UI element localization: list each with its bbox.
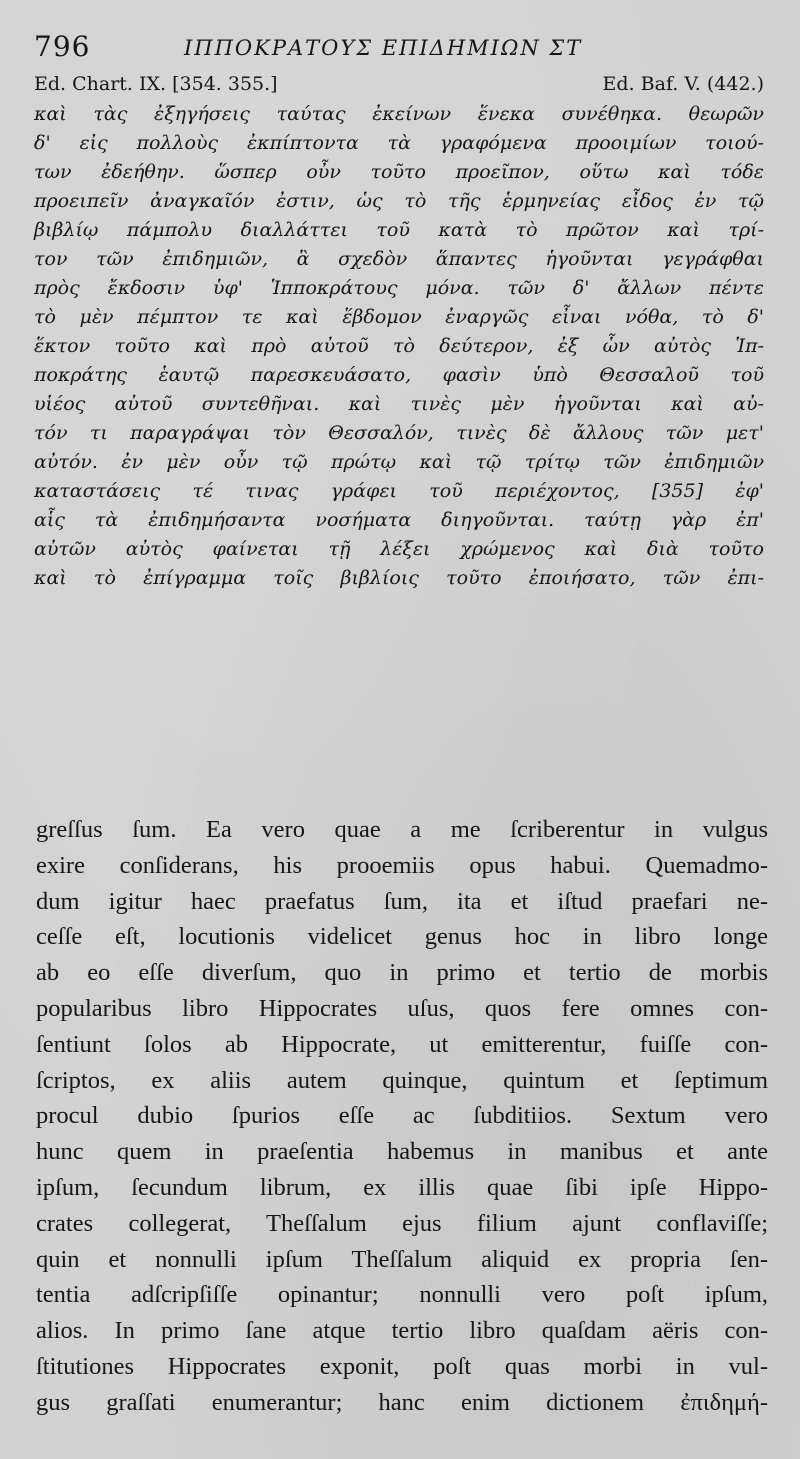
greek-text-line: βιβλίῳ πάμπολυ διαλλάττει τοῦ κατὰ τὸ πρῶτον καὶ τρί-	[34, 219, 764, 241]
edition-basel-reference: Ed. Baf. V. (442.)	[602, 73, 764, 95]
page-header	[34, 26, 774, 70]
greek-text-line: καταστάσεις τέ τινας γράφει τοῦ περιέχοντος, [355] ἐφ'	[34, 480, 764, 502]
latin-text-line: dum igitur haec praefatus ſum, ita et iſtud praefari ne-	[36, 887, 768, 915]
latin-text-line: quin et nonnulli ipſum Theſſalum aliquid ex propria ſen-	[36, 1245, 768, 1273]
latin-text-line: popularibus libro Hippocrates uſus, quos fere omnes con-	[36, 994, 768, 1022]
greek-text-line: καὶ τὰς ἐξηγήσεις ταύτας ἐκείνων ἕνεκα συνέθηκα. θεωρῶν	[34, 103, 764, 125]
latin-text-line: hunc quem in praeſentia habemus in manibus et ante	[36, 1138, 768, 1166]
greek-text-line: αὐτόν. ἐν μὲν οὖν τῷ πρώτῳ καὶ τῷ τρίτῳ τῶν ἐπιδημιῶν	[34, 451, 764, 473]
latin-text-line: greſſus ſum. Ea vero quae a me ſcriberentur in vulgus	[36, 816, 768, 843]
latin-text-line: procul dubio ſpurios eſſe ac ſubditiios. Sextum vero	[36, 1102, 768, 1130]
latin-text-line: ab eo eſſe diverſum, quo in primo et tertio de morbis	[36, 959, 768, 987]
greek-text-line: αὐτῶν αὐτὸς φαίνεται τῇ λέξει χρώμενος καὶ διὰ τοῦτο	[34, 538, 764, 560]
greek-text-line: προειπεῖν ἀναγκαῖόν ἐστιν, ὡς τὸ τῆς ἑρμηνείας εἶδος ἐν τῷ	[34, 190, 764, 212]
greek-text-line: τόν τι παραγράψαι τὸν Θεσσαλόν, τινὲς δὲ ἄλλους τῶν μετ'	[34, 422, 764, 444]
greek-text-line: υἱέος αὐτοῦ συντεθῆναι. καὶ τινὲς μὲν ἡγοῦνται καὶ αὐ-	[34, 393, 764, 415]
greek-text-line: ποκράτης ἑαυτῷ παρεσκευάσατο, φασὶν ὑπὸ Θεσσαλοῦ τοῦ	[34, 364, 764, 386]
running-title: ΙΠΠΟΚΡΑΤΟΥΣ ΕΠΙΔΗΜΙΩΝ ΣΤ	[184, 36, 583, 60]
latin-text-line: exire conſiderans, his prooemiis opus habui. Quemadmo-	[36, 851, 768, 879]
latin-text-line: gus graſſati enumerantur; hanc enim dictionem ἐπιδημή-	[36, 1388, 768, 1416]
greek-text-line: δ' εἰς πολλοὺς ἐκπίπτοντα τὰ γραφόμενα προοιμίων τοιού-	[34, 132, 764, 154]
greek-text-line: αἷς τὰ ἐπιδημήσαντα νοσήματα διηγοῦνται. ταύτῃ γὰρ ἐπ'	[34, 509, 764, 531]
latin-text-block	[36, 812, 768, 1421]
latin-text-line: ſcriptos, ex aliis autem quinque, quintum et ſeptimum	[36, 1066, 768, 1094]
greek-text-line: τον τῶν ἐπιδημιῶν, ἃ σχεδὸν ἅπαντες ἡγοῦνται γεγράφθαι	[34, 248, 764, 270]
latin-text-line: alios. In primo ſane atque tertio libro quaſdam aëris con-	[36, 1317, 768, 1345]
greek-text-line: πρὸς ἔκδοσιν ὑφ' Ἱπποκράτους μόνα. τῶν δ' ἄλλων πέντε	[34, 277, 764, 299]
edition-reference-line	[34, 70, 764, 100]
latin-text-line: tentia adſcripſiſſe opinantur; nonnulli vero poſt ipſum,	[36, 1281, 768, 1309]
page-number: 796	[34, 30, 91, 63]
latin-text-line: ipſum, ſecundum librum, ex illis quae ſibi ipſe Hippo-	[36, 1173, 768, 1201]
greek-text-line: καὶ τὸ ἐπίγραμμα τοῖς βιβλίοις τοῦτο ἐποιήσατο, τῶν ἐπι-	[34, 567, 764, 589]
latin-text-line: ſentiunt ſolos ab Hippocrate, ut emitterentur, fuiſſe con-	[36, 1030, 768, 1058]
greek-text-line: των ἐδεήθην. ὥσπερ οὖν τοῦτο προεῖπον, οὕτω καὶ τόδε	[34, 161, 764, 183]
latin-text-line: crates collegerat, Theſſalum ejus filium ajunt conflaviſſe;	[36, 1209, 768, 1237]
latin-text-line: ſtitutiones Hippocrates exponit, poſt quas morbi in vul-	[36, 1352, 768, 1380]
edition-chart-reference: Ed. Chart. IX. [354. 355.]	[34, 73, 278, 95]
latin-text-line: ceſſe eſt, locutionis videlicet genus hoc in libro longe	[36, 923, 768, 951]
greek-text-line: ἕκτον τοῦτο καὶ πρὸ αὐτοῦ τὸ δεύτερον, ἐξ ὧν αὐτὸς Ἱπ-	[34, 335, 764, 357]
greek-text-block	[34, 100, 764, 593]
greek-text-line: τὸ μὲν πέμπτον τε καὶ ἕβδομον ἐναργῶς εἶναι νόθα, τὸ δ'	[34, 306, 764, 328]
